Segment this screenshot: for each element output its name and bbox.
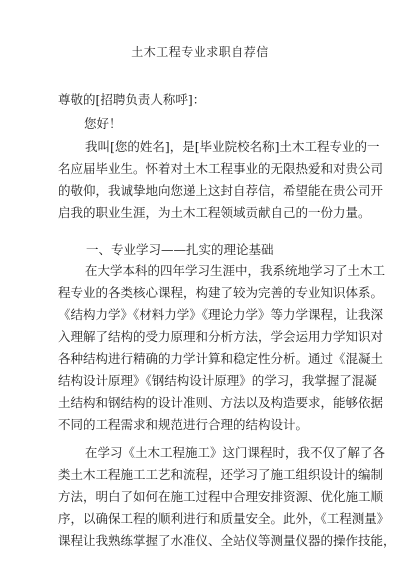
greeting: 您好！: [84, 116, 122, 131]
paragraph-introduction: [58, 136, 384, 224]
paragraph-line: 入理解了结构的受力原理和分析方法，学会运用力学知识对: [58, 329, 384, 344]
paragraph-line: 在大学本科的四年学习生涯中，我系统地学习了土木工: [85, 263, 386, 278]
paragraph-line: 名应届毕业生。怀着对土木工程事业的无限热爱和对贵公司: [58, 161, 384, 176]
document-title: 土木工程专业求职自荐信: [131, 45, 269, 59]
paragraph-line: 启我的职业生涯，为土木工程领域贡献自己的一份力量。: [58, 205, 371, 220]
paragraph-line: 各种结构进行精确的力学计算和稳定性分析。通过《混凝土: [58, 351, 384, 366]
section-heading: 一、专业学习——扎实的理论基础: [86, 242, 274, 257]
paragraph-line: 序，以确保工程的顺利进行和质量安全。此外，《工程测量》: [58, 511, 390, 526]
paragraph-study: [58, 260, 386, 436]
paragraph-line: 土结构和钢结构的设计准则、方法以及构造要求，能够依据: [58, 395, 384, 410]
paragraph-line: 课程让我熟练掌握了水准仪、全站仪等测量仪器的操作技能，: [58, 533, 396, 548]
paragraph-line: 在学习《土木工程施工》这门课程时，我不仅了解了各: [85, 445, 386, 460]
salutation: 尊敬的[招聘负责人称呼]：: [58, 92, 206, 107]
paragraph-line: 不同的工程需求和规范进行合理的结构设计。: [58, 417, 309, 432]
paragraph-line: 结构设计原理》《钢结构设计原理》的学习，我掌握了混凝: [58, 373, 377, 388]
paragraph-line: 程专业的各类核心课程，构建了较为完善的专业知识体系。: [58, 285, 384, 300]
paragraph-line: 的敬仰，我诚挚地向您递上这封自荐信，希望能在贵公司开: [58, 183, 384, 198]
paragraph-construction: [58, 442, 396, 552]
paragraph-line: 《结构力学》《材料力学》《理论力学》等力学课程，让我深: [58, 307, 384, 322]
paragraph-line: 我叫[您的姓名]，是[毕业院校名称]土木工程专业的一: [85, 139, 380, 154]
paragraph-line: 类土木工程施工工艺和流程，还学习了施工组织设计的编制: [58, 467, 384, 482]
paragraph-line: 方法，明白了如何在施工过程中合理安排资源、优化施工顺: [58, 489, 384, 504]
